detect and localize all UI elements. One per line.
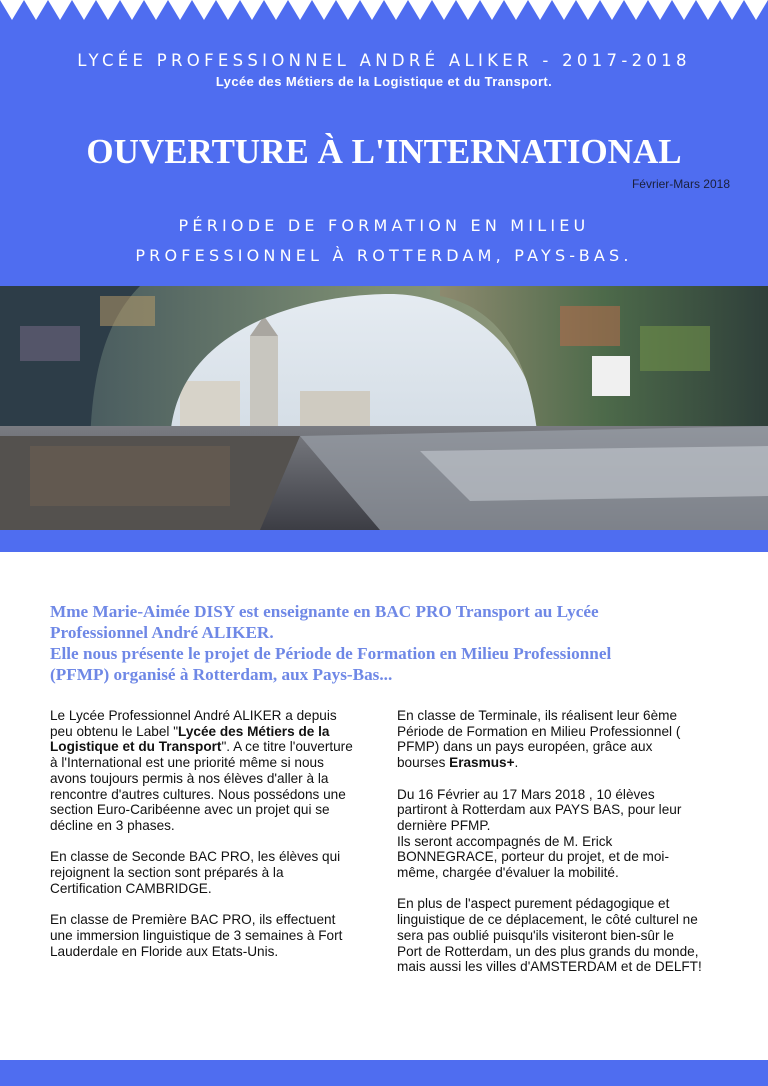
- triangle-decoration: [168, 0, 192, 20]
- triangle-decoration: [600, 0, 624, 20]
- right-p1-start: En classe de Terminale, ils réalisent leur 6ème Période de Formation en Milieu Professionnel ( PFMP) dans un pays européen, grâce aux bourses: [397, 708, 681, 771]
- triangle-decoration: [120, 0, 144, 20]
- right-paragraph-1: [397, 708, 702, 771]
- triangle-decoration: [456, 0, 480, 20]
- triangle-decoration: [72, 0, 96, 20]
- left-p1-start: Le Lycée Professionnel André ALIKER a depuis peu obtenu le Label ": [50, 708, 337, 739]
- label-name: Lycée des Métiers de la Logistique et du Transport: [50, 723, 330, 755]
- date-label: Février-Mars 2018: [631, 177, 730, 191]
- triangle-decoration: [672, 0, 696, 20]
- triangle-decoration: [384, 0, 408, 20]
- triangle-decoration: [240, 0, 264, 20]
- intro-line-2: Professionnel André ALIKER.: [50, 623, 274, 642]
- triangle-decoration: [552, 0, 576, 20]
- triangle-decoration: [24, 0, 48, 20]
- triangle-decoration: [624, 0, 648, 20]
- triangle-decoration: [408, 0, 432, 20]
- triangle-decoration: [264, 0, 288, 20]
- triangle-decoration: [480, 0, 504, 20]
- school-subtitle: Lycée des Métiers de la Logistique et du Transport.: [215, 74, 553, 89]
- right-p2-start: Du 16 Février au 17 Mars 2018 , 10 élèves partiront à Rotterdam aux PAYS BAS, pour leur dernière PFMP.: [397, 786, 682, 833]
- triangle-decoration: [696, 0, 720, 20]
- right-paragraph-2: [397, 787, 702, 881]
- triangle-decoration: [96, 0, 120, 20]
- left-p1-end: ". A ce titre l'ouverture à l'International est une priorité même si nous avons toujours permis à nos élèves d'aller à la rencontre d'autres cultures. Nous possédons une section Euro-Caribéenne avec un projet qui se décline en 3 phases.: [50, 739, 353, 833]
- triangle-decoration: [744, 0, 768, 20]
- intro-line-3: Elle nous présente le projet de Période de Formation en Milieu Professionnel: [50, 644, 612, 663]
- school-name: LYCÉE PROFESSIONNEL ANDRÉ ALIKER - 2017-2018: [77, 51, 691, 70]
- triangle-decoration: [528, 0, 552, 20]
- triangle-decoration: [192, 0, 216, 20]
- left-paragraph-3: En classe de Première BAC PRO, ils effectuent une immersion linguistique de 3 semaines à Fort Lauderdale en Floride aux Etats-Unis.: [50, 912, 343, 959]
- left-paragraph-2: En classe de Seconde BAC PRO, les élèves qui rejoignent la section sont préparés à la Certification CAMBRIDGE.: [50, 849, 341, 896]
- left-paragraph-1: [50, 708, 355, 834]
- triangle-decoration: [576, 0, 600, 20]
- footer-band: [0, 1060, 768, 1086]
- period-line-1: PÉRIODE DE FORMATION EN MILIEU: [178, 216, 590, 235]
- triangle-pattern: [0, 0, 768, 26]
- triangle-decoration: [288, 0, 312, 20]
- triangle-decoration: [648, 0, 672, 20]
- right-p1-end: .: [514, 755, 519, 771]
- triangle-decoration: [312, 0, 336, 20]
- right-p2-end: Ils seront accompagnés de M. Erick BONNEGRACE, porteur du projet, et de moi-même, chargée d'évaluer la mobilité.: [397, 833, 669, 881]
- triangle-decoration: [504, 0, 528, 20]
- page-title: OUVERTURE À L'INTERNATIONAL: [86, 132, 682, 171]
- triangle-decoration: [48, 0, 72, 20]
- intro-line-4: (PFMP) organisé à Rotterdam, aux Pays-Bas...: [50, 665, 393, 684]
- left-column: [50, 708, 355, 975]
- triangle-decoration: [360, 0, 384, 20]
- right-paragraph-3: En plus de l'aspect purement pédagogique et linguistique de ce déplacement, le côté culturel ne sera pas oublié puisqu'ils visiteront bien-sûr le Port de Rotterdam, un des plus grands du monde, mais aussi les villes d'AMSTERDAM et de DELFT!: [397, 896, 702, 975]
- period-line-2: PROFESSIONNEL À ROTTERDAM, PAYS-BAS.: [135, 246, 633, 265]
- triangle-decoration: [336, 0, 360, 20]
- triangle-decoration: [144, 0, 168, 20]
- triangle-decoration: [432, 0, 456, 20]
- intro-text: [50, 601, 730, 685]
- triangle-decoration: [720, 0, 744, 20]
- triangle-decoration: [216, 0, 240, 20]
- market-hall-photo: [0, 286, 768, 530]
- right-column: [397, 708, 702, 991]
- erasmus-label: Erasmus+: [449, 755, 515, 771]
- triangle-decoration: [0, 0, 24, 20]
- intro-line-1: Mme Marie-Aimée DISY est enseignante en BAC PRO Transport au Lycée: [50, 602, 599, 621]
